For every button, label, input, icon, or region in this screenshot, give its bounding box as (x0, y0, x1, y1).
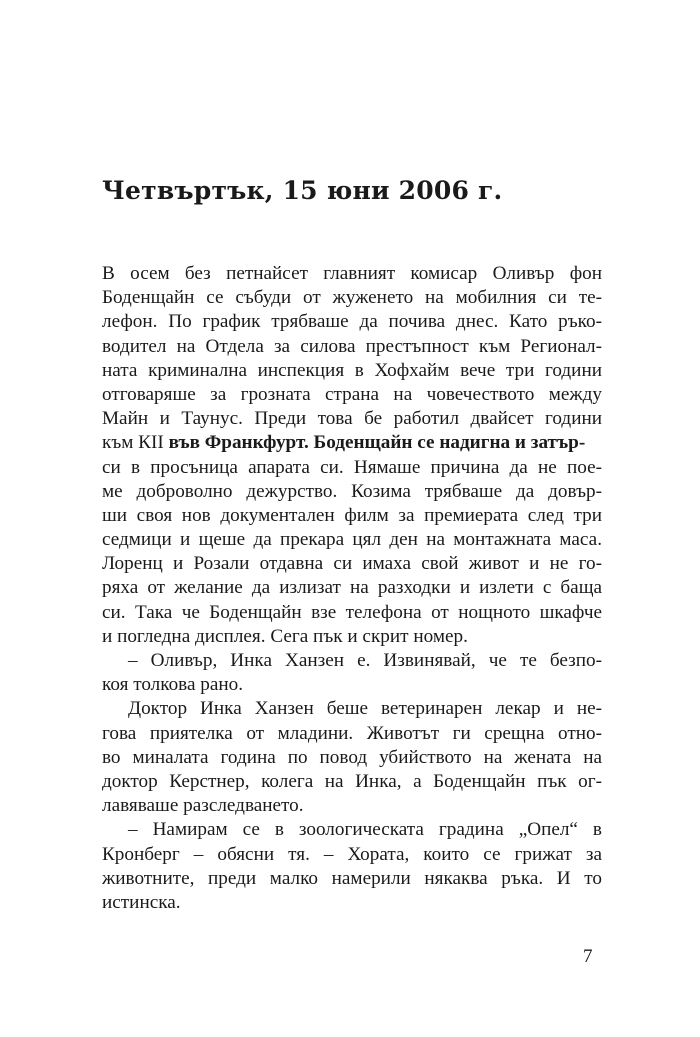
text-line: доктор Керстнер, колега на Инка, а Боденщайн пък ог- (102, 770, 602, 792)
text-line: лефон. По график трябваше да почива днес. Като ръко- (102, 311, 602, 333)
text-line-mixed (102, 431, 602, 455)
chapter-title: Четвъртък, 15 юни 2006 г. (102, 176, 503, 205)
text-line: Лоренц и Розали отдавна си имаха свой живот и не го- (102, 553, 602, 575)
text-line: и погледна дисплея. Сега пък и скрит номер. (102, 625, 468, 647)
text-line: Боденщайн се събуди от жуженето на мобилния си те- (102, 287, 602, 309)
text-line: отговаряше за грозната страна на човечеството между (102, 383, 602, 405)
text-line: си в просъница апарата си. Нямаше причина да не пое- (102, 456, 602, 478)
text-line: Кронберг – обясни тя. – Хората, които се грижат за (102, 843, 602, 865)
text-line: ши своя нов документален филм за премиерата след три (102, 504, 602, 526)
paragraph-start-line: Доктор Инка Ханзен беше ветеринарен лекар и не- (128, 698, 602, 720)
text-line: коя толкова рано. (102, 674, 244, 696)
text-line: истинска. (102, 891, 181, 913)
text-line: В осем без петнайсет главният комисар Оливър фон (102, 263, 602, 284)
text-line: гова приятелка от младини. Животът ги срещна отно- (102, 722, 602, 744)
bold-text-run: във Франкфурт. Боденщайн се надигна и затър- (168, 432, 586, 454)
text-line: си. Така че Боденщайн взе телефона от нощното шкафче (102, 601, 602, 623)
text-line: лавяваше разследването. (102, 795, 304, 817)
text-line: Майн и Таунус. Преди това бе работил двайсет години (102, 408, 602, 430)
dialogue-line: – Намирам се в зоологическата градина „Опел“ в (128, 819, 602, 841)
page-number: 7 (583, 946, 593, 967)
dialogue-line: – Оливър, Инка Ханзен е. Извинявай, че те безпо- (128, 650, 602, 671)
text-line: ряха от желание да излизат на разходки и излети с баща (102, 577, 602, 599)
text-line: седмици и щеше да прекара цял ден на монтажната маса. (102, 529, 602, 551)
text-line: во миналата година по повод убийството на жената на (102, 746, 602, 768)
text-line: водител на Отдела за силова престъпност към Регионал- (102, 335, 602, 357)
text-line: животните, преди малко намерили някаква ръка. И то (102, 867, 602, 889)
text-line: ната криминална инспекция в Хофхайм вече три години (102, 359, 602, 381)
body-text (102, 262, 602, 915)
text-run: към КII (102, 432, 169, 454)
text-line: ме доброволно дежурство. Козима трябваше да довър- (102, 480, 602, 502)
